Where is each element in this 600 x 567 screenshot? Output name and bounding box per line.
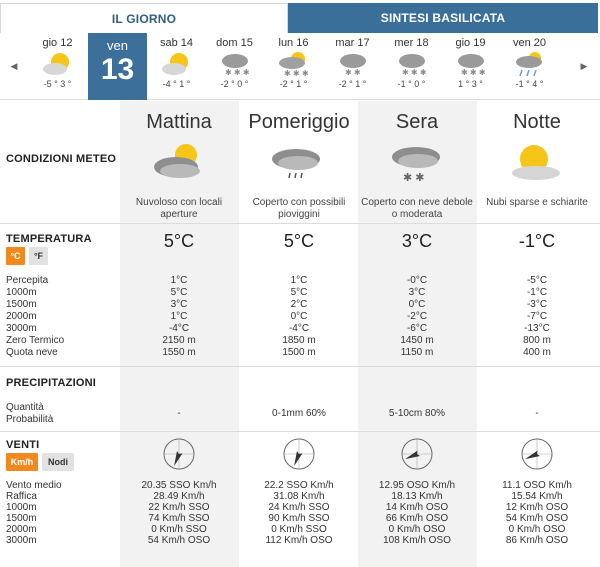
day-item[interactable] [500,33,559,100]
day-temps: -2 ° 1 ° [279,79,308,89]
day-item[interactable] [205,33,264,100]
row-value: 22.2 SSO Km/h [264,480,334,491]
main-temperature: 5°C [283,231,315,251]
kmh-button[interactable]: Km/h [6,453,38,471]
row-value: -13°C [524,323,550,334]
row-value: 5°C [290,287,308,298]
row-value: -4°C [168,323,190,334]
condition-text: Coperto con neve debole o moderata [361,197,473,220]
row-label: 2000m [6,311,37,322]
day-name: mer 18 [394,37,429,49]
day-temps: -2 ° 0 ° [220,79,249,89]
period-header: Mattina [146,111,212,133]
main-temperature: 5°C [163,231,195,251]
row-value: 12.95 OSO Km/h [378,480,456,491]
wind-compass-icon [162,437,196,471]
day-item[interactable] [264,33,323,100]
day-name: mar 17 [335,37,370,49]
fahrenheit-button[interactable]: °F [29,247,48,265]
row-value: 1°C [170,275,188,286]
row-value: 1850 m [282,335,316,346]
condition-text: Nuvoloso con locali aperture [135,197,223,220]
row-value: 800 m [523,335,551,346]
row-label: Zero Termico [6,335,65,346]
row-value: 31.08 Km/h [273,491,325,502]
row-value: 12 Km/h OSO [505,502,569,513]
day-temps: -5 ° 3 ° [43,79,72,89]
row-label: 2000m [6,524,37,535]
precip-probability-label: Probabilità [6,414,54,425]
precip-value: - [535,408,539,419]
row-value: 1°C [290,275,308,286]
sun-cloud-icon [38,50,78,78]
drizzle-cloud-icon [268,141,328,183]
day-item[interactable] [28,33,87,100]
day-name: lun 16 [278,37,309,49]
rain-cloud-icon [510,50,550,78]
row-label: Percepita [6,275,49,286]
row-value: 0 Km/h OSO [388,524,446,535]
row-label: 1500m [6,513,37,524]
row-value: 1°C [170,311,188,322]
main-temperature: -1°C [518,231,556,251]
row-value: -1°C [526,287,548,298]
day-temps: 1 ° 3 ° [458,79,483,89]
day-number: 13 [100,53,135,86]
wind-title: VENTI [6,439,40,451]
snow-cloud-icon [451,50,491,78]
day-item[interactable] [441,33,500,100]
row-value: 3°C [170,299,188,310]
tab-il-giorno[interactable]: IL GIORNO [0,3,288,33]
prev-day-arrow-icon[interactable]: ◀ [10,61,18,71]
tab-bar [0,0,600,33]
day-temps: -2 ° 1 ° [338,79,367,89]
row-value: -0°C [406,275,428,286]
row-value: 66 Km/h OSO [385,513,449,524]
row-value: 22 Km/h SSO [148,502,210,513]
celsius-button[interactable]: °C [6,247,25,265]
row-value: 20.35 SSO Km/h [141,480,217,491]
day-name: ven [107,38,128,53]
row-value: 0 Km/h OSO [508,524,566,535]
row-value: 0°C [290,311,308,322]
tab-sintesi-basilicata[interactable]: SINTESI BASILICATA [288,3,598,33]
row-value: 86 Km/h OSO [505,535,569,546]
wind-compass-icon [282,437,316,471]
knots-button[interactable]: Nodi [42,453,74,471]
svg-text:✱ ✱ ✱: ✱ ✱ ✱ [401,68,427,77]
row-value: -2°C [406,311,428,322]
divider [0,223,600,224]
row-value: 90 Km/h SSO [268,513,330,524]
row-label: 3000m [6,535,37,546]
period-header: Sera [395,111,439,133]
row-value: 54 Km/h OSO [505,513,569,524]
sun-cloud-snow-icon [274,50,314,78]
row-value: 11.1 OSO Km/h [502,480,572,491]
precip-value: 0-1mm 60% [272,408,326,419]
row-value: 0 Km/h SSO [271,524,327,535]
sun-cloud-icon [157,50,197,78]
condition-text: Coperto con possibili pioviggini [252,197,346,220]
row-label: 1500m [6,299,37,310]
row-value: 15.54 Km/h [511,491,563,502]
row-value: 14 Km/h OSO [385,502,449,513]
row-value: 1450 m [400,335,434,346]
row-label: Vento medio [6,480,62,491]
snow-cloud-icon [392,50,432,78]
row-value: -3°C [526,299,548,310]
row-value: 108 Km/h OSO [383,535,451,546]
row-value: 5°C [170,287,188,298]
day-item-selected[interactable] [88,33,147,100]
row-value: -5°C [526,275,548,286]
divider [0,431,600,432]
day-temps: -1 ° 0 ° [397,79,426,89]
period-header: Notte [513,111,561,133]
row-label: Quota neve [6,347,58,358]
row-value: -7°C [526,311,548,322]
snow-cloud-icon [388,141,448,187]
row-value: 2°C [290,299,308,310]
day-selector [0,33,600,100]
row-value: 0°C [408,299,426,310]
precip-value: 5-10cm 80% [388,408,446,419]
day-name: gio 19 [455,37,486,49]
row-value: 1550 m [162,347,196,358]
day-temps: -4 ° 1 ° [162,79,191,89]
row-value: 24 Km/h SSO [268,502,330,513]
main-temperature: 3°C [401,231,433,251]
svg-text:✱ ✱ ✱: ✱ ✱ ✱ [460,68,486,77]
condition-text: Nubi sparse e schiarite [486,197,588,208]
row-value: 2150 m [162,335,196,346]
day-name: gio 12 [42,37,73,49]
svg-text:✱ ✱: ✱ ✱ [344,68,361,77]
wind-compass-icon [400,437,434,471]
row-value: -6°C [406,323,428,334]
svg-text:✱ ✱: ✱ ✱ [403,172,425,184]
row-value: 112 Km/h OSO [265,535,333,546]
row-value: 74 Km/h SSO [148,513,210,524]
snow-cloud-icon [215,50,255,78]
day-temps: -1 ° 4 ° [515,79,544,89]
row-label: Raffica [6,491,37,502]
sun-cloud-icon [506,141,566,183]
row-value: 18.13 Km/h [391,491,443,502]
precip-quantity-label: Quantità [6,402,44,413]
day-name: sab 14 [159,37,194,49]
sun-cloud-icon [150,141,210,183]
snow-cloud-icon [333,50,373,78]
day-name: dom 15 [216,37,253,49]
precip-value: - [177,408,181,419]
row-value: 400 m [523,347,551,358]
row-label: 1000m [6,287,37,298]
day-item[interactable] [382,33,441,100]
temperature-title: TEMPERATURA [6,233,92,245]
day-item[interactable] [323,33,382,100]
divider [0,366,600,367]
row-value: 54 Km/h OSO [147,535,211,546]
period-header: Pomeriggio [248,111,350,133]
row-label: 1000m [6,502,37,513]
day-name: ven 20 [512,37,547,49]
precipitation-title: PRECIPITAZIONI [6,377,96,389]
conditions-title: CONDIZIONI METEO [6,153,117,165]
row-value: 28.49 Km/h [153,491,205,502]
row-value: 3°C [408,287,426,298]
wind-compass-icon [520,437,554,471]
next-day-arrow-icon[interactable]: ▶ [580,61,588,71]
row-value: 0 Km/h SSO [151,524,207,535]
row-label: 3000m [6,323,37,334]
svg-text:✱ ✱ ✱: ✱ ✱ ✱ [224,68,250,77]
day-item[interactable] [147,33,206,100]
row-value: 1150 m [400,347,434,358]
svg-text:✱ ✱ ✱: ✱ ✱ ✱ [283,69,309,78]
row-value: 1500 m [282,347,316,358]
row-value: -4°C [288,323,310,334]
